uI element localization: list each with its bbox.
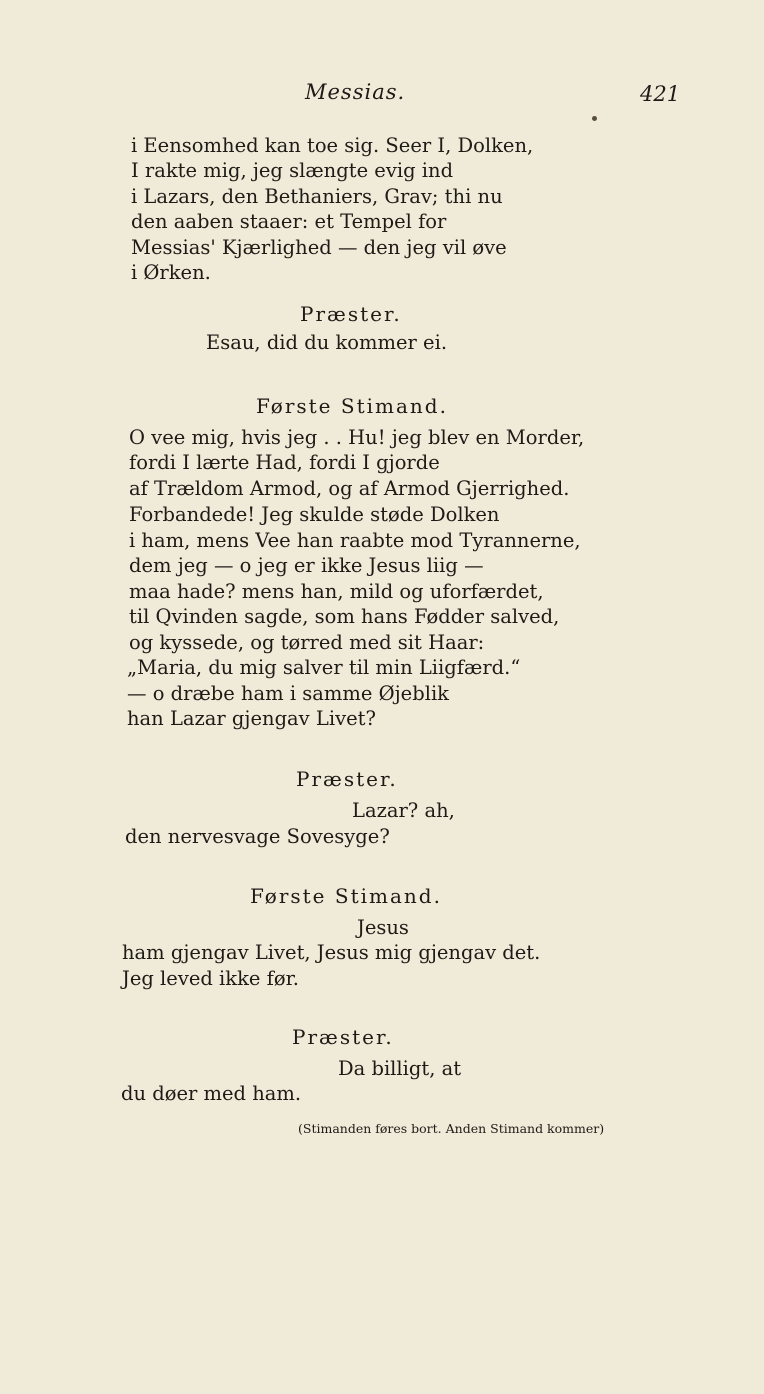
verse-line: Jeg leved ikke før. [122,967,299,990]
verse-line: fordi I lærte Had, fordi I gjorde [129,451,440,474]
verse-line: maa hade? mens han, mild og uforfærdet, [129,580,544,603]
verse-line: Esau, did du kommer ei. [206,331,448,354]
verse-line: og kyssede, og tørred med sit Haar: [129,631,485,654]
verse-line: i Ørken. [131,261,211,284]
verse-line: „Maria, du mig salver til min Liigfærd.“ [127,656,521,679]
verse-line: i ham, mens Vee han raabte mod Tyrannerne, [129,529,581,552]
speaker-name: Første Stimand. [256,394,448,418]
verse-line: dem jeg — o jeg er ikke Jesus liig — [129,554,484,577]
verse-line: du døer med ham. [121,1082,302,1105]
verse-line: han Lazar gjengav Livet? [127,707,376,730]
speaker-name: Første Stimand. [250,884,442,908]
verse-line: Jesus [357,916,409,939]
running-header-title: Messias. [305,80,406,104]
ink-speck [592,116,597,121]
verse-line: Forbandede! Jeg skulde støde Dolken [129,503,500,526]
verse-line: i Lazars, den Bethaniers, Grav; thi nu [131,185,503,208]
verse-line: den aaben staaer: et Tempel for [131,210,447,233]
verse-line: af Trældom Armod, og af Armod Gjerrighed. [129,477,570,500]
verse-line: Da billigt, at [338,1057,462,1080]
verse-line: O vee mig, hvis jeg . . Hu! jeg blev en Morder, [129,426,585,449]
speaker-name: Præster. [292,1025,394,1049]
verse-line: ham gjengav Livet, Jesus mig gjengav det. [122,941,541,964]
verse-line: I rakte mig, jeg slængte evig ind [131,159,454,182]
stage-direction: (Stimanden føres bort. Anden Stimand kommer) [298,1121,605,1136]
page-number: 421 [640,82,681,106]
speaker-name: Præster. [300,302,402,326]
verse-line: til Qvinden sagde, som hans Fødder salved, [129,605,560,628]
verse-line: den nervesvage Sovesyge? [125,825,390,848]
verse-line: Messias' Kjærlighed — den jeg vil øve [131,236,507,259]
verse-line: — o dræbe ham i samme Øjeblik [127,682,449,705]
verse-line: Lazar? ah, [352,799,455,822]
speaker-name: Præster. [296,767,398,791]
verse-line: i Eensomhed kan toe sig. Seer I, Dolken, [131,134,534,157]
